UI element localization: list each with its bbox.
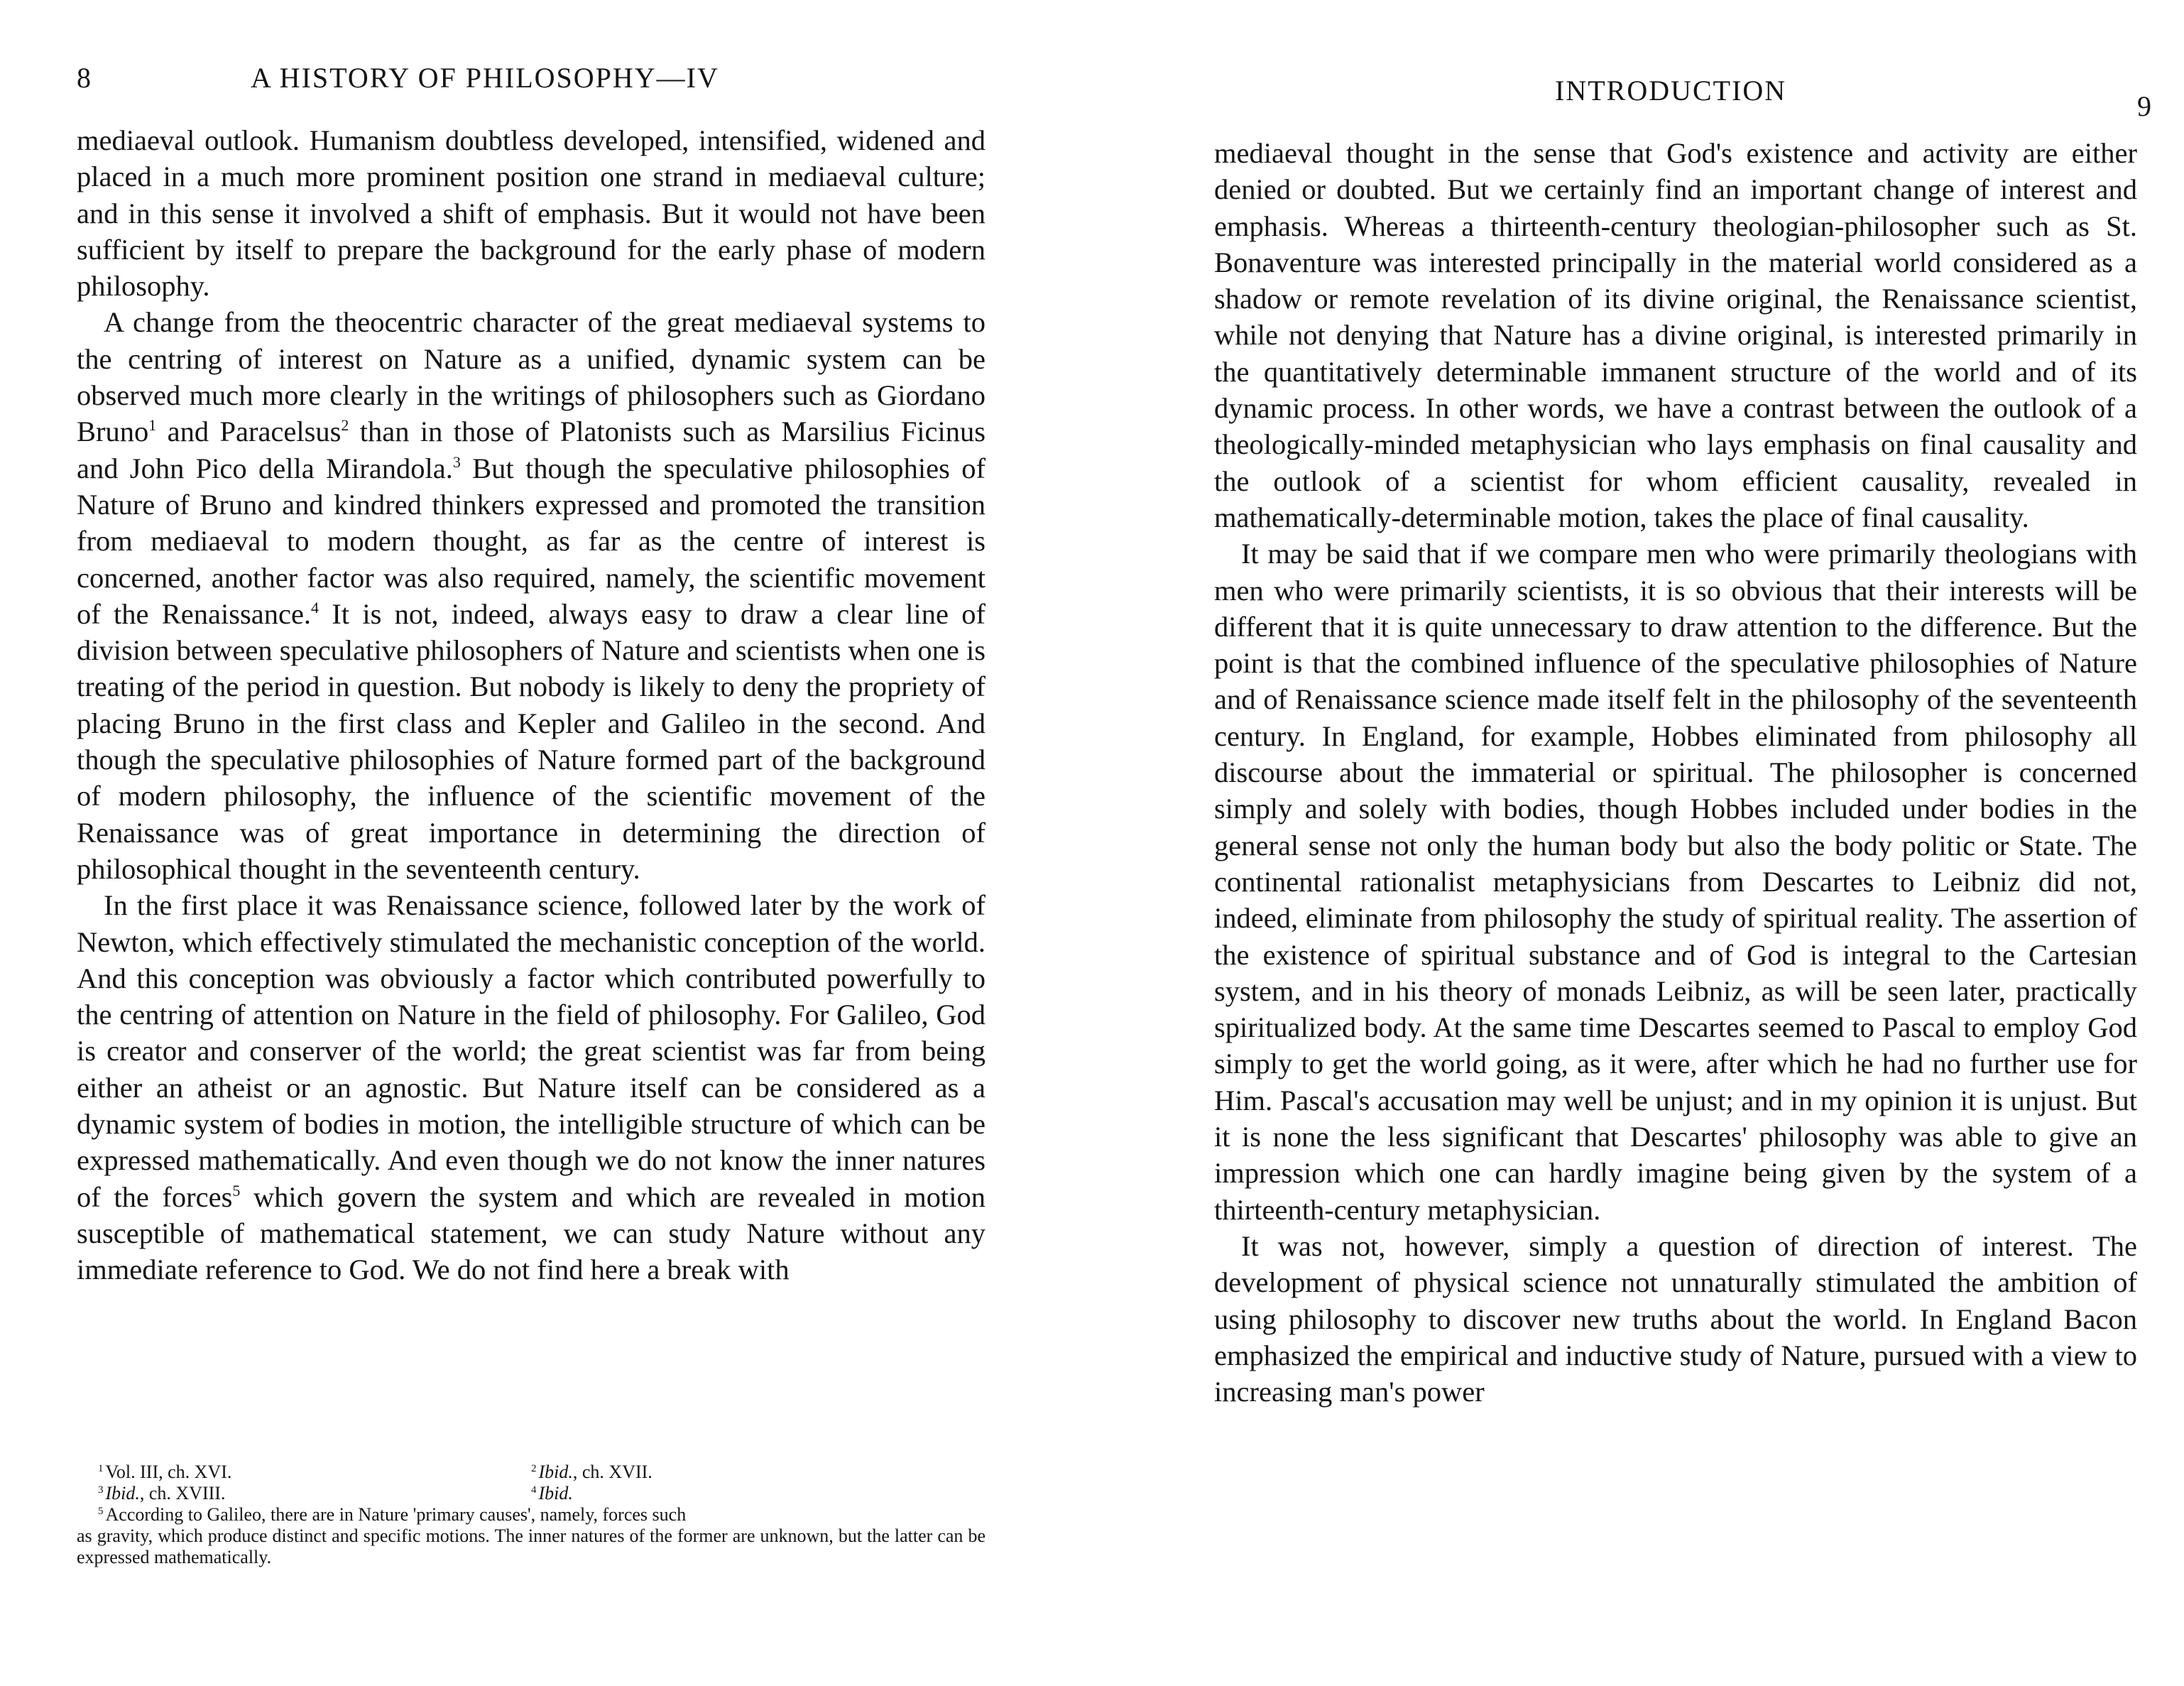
footnote-reference: 5 <box>232 1181 241 1200</box>
footnotes <box>77 1462 985 1568</box>
left-running-head <box>77 0 985 94</box>
paragraph: It may be said that if we compare men who were primarily theologians with men who were primarily scientists, it is so obvious that their interests will be different that it is quite unnecessary to draw attention to the difference. But the point is that the combined influence of the speculative philosophies of Nature and of Renaissance science made itself felt in the philosophy of the seventeenth century. In England, for example, Hobbes eliminated from philosophy all discourse about the immaterial or spiritual. The philosopher is concerned simply and solely with bodies, though Hobbes included under bodies in the general sense not only the human body but also the body politic or State. The continental rationalist metaphysicians from Descartes to Leibniz did not, indeed, eliminate from philosophy the study of spiritual reality. The assertion of the existence of spiritual substance and of God is integral to the Cartesian system, and in his theory of monads Leibniz, as will be seen later, practically spiritualized body. At the same time Descartes seemed to Pascal to employ God simply to get the world going, as it were, after which he had no further use for Him. Pascal's accusation may well be unjust; and in my opinion it is unjust. But it is none the less significant that Descartes' philosophy was able to give an impression which one can hardly imagine being given by the system of a thirteenth-century metaphysician. <box>1214 538 2137 1226</box>
footnote-reference: 2 <box>341 416 349 435</box>
paragraph: mediaeval outlook. Humanism doubtless developed, intensified, widened and placed in a much more prominent position one strand in mediaeval culture; and in this sense it involved a shift of emphasis. But it would not have been sufficient by itself to prepare the background for the early phase of modern philosophy. <box>77 124 985 303</box>
footnote-reference: 4 <box>311 598 320 616</box>
paragraph: In the first place it was Renaissance science, followed later by the work of Newton, which effectively stimulated the mechanistic conception of the world. And this conception was obviously a factor which contributed powerfully to the centring of attention on Nature in the field of philosophy. For Galileo, God is creator and conserver of the world; the great scientist was far from being either an atheist or an agnostic. But Nature itself can be considered as a dynamic system of bodies in motion, the intelligible structure of which can be expressed mathematically. And even though we do not know the inner natures of the forces$^5$ which govern the system and which are revealed in motion susceptible of mathematical statement, we can study Nature without any immediate reference to God. We do not find here a break with <box>77 889 985 1286</box>
footnote-row <box>77 1483 985 1504</box>
footnote-3: $^3$ Ibid., ch. XVIII. <box>98 1483 226 1503</box>
left-body-text <box>77 122 985 1288</box>
footnote-4: $^4$ Ibid. <box>531 1483 573 1503</box>
right-running-head <box>1214 0 2151 122</box>
footnote-5: $^5$ According to Galileo, there are in Nature 'primary causes', namely, forces such as gravity, which produce distinct and specific motions. The inner natures of the former are unknown, but the latter can be expressed mathematically. <box>77 1504 985 1567</box>
left-page <box>77 0 985 1567</box>
left-page-number: 8 <box>77 62 91 94</box>
footnote-row <box>77 1462 985 1483</box>
left-running-title: A HISTORY OF PHILOSOPHY—IV <box>251 62 719 94</box>
paragraph: mediaeval thought in the sense that God's existence and activity are either denied or doubted. But we certainly find an important change of interest and emphasis. Whereas a thirteenth-century theologian-philosopher such as St. Bonaventure was interested principally in the material world considered as a shadow or remote revelation of its divine original, the Renaissance scientist, while not denying that Nature has a divine original, is interested primarily in the quantitatively determinable immanent structure of the world and of its dynamic process. In other words, we have a contrast between the outlook of a theologically-minded metaphysician who lays emphasis on final causality and the outlook of a scientist for whom efficient causality, revealed in mathematically-determinable motion, takes the place of final causality. <box>1214 137 2137 533</box>
paragraph: It was not, however, simply a question of direction of interest. The development of physical science not unnaturally stimulated the ambition of using philosophy to discover new truths about the world. In England Bacon emphasized the empirical and inductive study of Nature, pursued with a view to increasing man's power <box>1214 1229 2137 1408</box>
footnote-2: $^2$ Ibid., ch. XVII. <box>531 1462 653 1482</box>
footnote-reference: 3 <box>452 452 461 471</box>
right-page-number: 9 <box>2137 90 2151 122</box>
footnote-1: $^1$ Vol. III, ch. XVI. <box>98 1462 232 1482</box>
right-body-text <box>1214 135 2137 1410</box>
footnote-reference: 1 <box>148 416 157 435</box>
right-running-title: INTRODUCTION <box>1555 75 1787 107</box>
paragraph: A change from the theocentric character of the great mediaeval systems to the centring of interest on Nature as a unified, dynamic system can be observed much more clearly in the writings of philosophers such as Giordano Bruno$^1$ and Paracelsus$^2$ than in those of Platonists such as Marsilius Ficinus and John Pico della Mirandola.$^3$ But though the speculative philosophies of Nature of Bruno and kindred thinkers expressed and promoted the transition from mediaeval to modern thought, as far as the centre of interest is concerned, another factor was also required, namely, the scientific movement of the Renaissance.$^4$ It is not, indeed, always easy to draw a clear line of division between speculative philosophers of Nature and scientists when one is treating of the period in question. But nobody is likely to deny the propriety of placing Bruno in the first class and Kepler and Galileo in the second. And though the speculative philosophies of Nature formed part of the background of modern philosophy, the influence of the scientific movement of the Renaissance was of great importance in determining the direction of philosophical thought in the seventeenth century. <box>77 306 985 885</box>
right-page <box>1214 0 2151 1408</box>
